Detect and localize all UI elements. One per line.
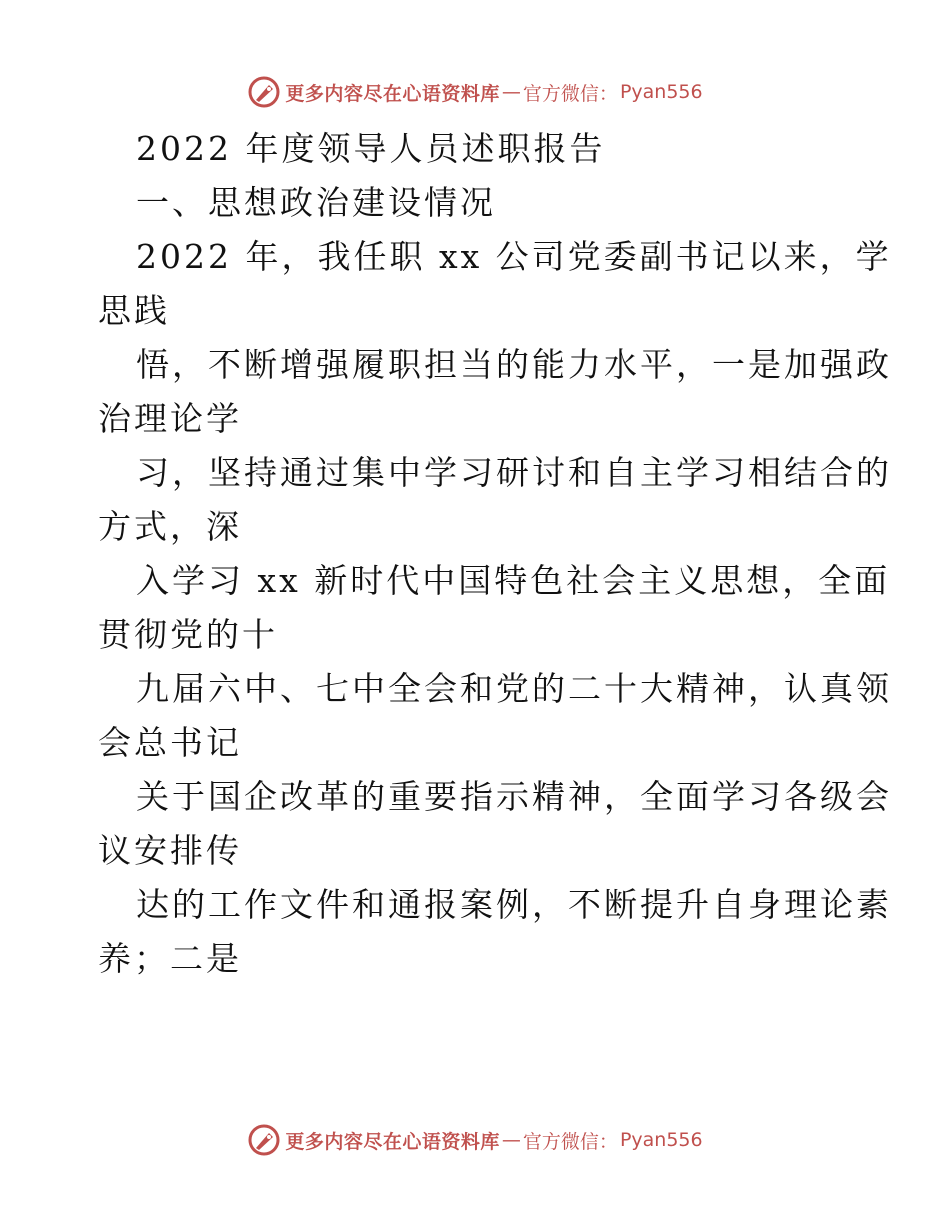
pen-nib-logo-icon bbox=[247, 1123, 281, 1157]
watermark-sub-text: 官方微信： bbox=[522, 1130, 618, 1153]
body-line: 贯彻党的十 bbox=[98, 615, 278, 654]
body-line: 2022 年，我任职 xx 公司党委副书记以来，学 bbox=[136, 237, 892, 276]
body-line: 思践 bbox=[98, 291, 170, 330]
section-heading: 一、思想政治建设情况 bbox=[136, 183, 496, 222]
body-line: 入学习 xx 新时代中国特色社会主义思想，全面 bbox=[136, 561, 891, 600]
header-watermark bbox=[0, 72, 950, 112]
body-line: 悟，不断增强履职担当的能力水平，一是加强政 bbox=[136, 345, 892, 384]
body-line: 习，坚持通过集中学习研讨和自主学习相结合的 bbox=[136, 453, 892, 492]
watermark-dash: — bbox=[501, 1129, 521, 1151]
watermark-wechat-id: Pyan556 bbox=[619, 1129, 703, 1151]
body-line: 会总书记 bbox=[98, 723, 242, 762]
body-line: 九届六中、七中全会和党的二十大精神，认真领 bbox=[136, 669, 892, 708]
footer-watermark bbox=[0, 1120, 950, 1160]
body-line: 养；二是 bbox=[98, 939, 242, 978]
body-line: 治理论学 bbox=[98, 399, 242, 438]
pen-nib-logo-icon bbox=[247, 75, 281, 109]
watermark-main-text: 更多内容尽在心语资料库 bbox=[285, 82, 500, 105]
watermark-sub-text: 官方微信： bbox=[522, 82, 618, 105]
body-line: 达的工作文件和通报案例，不断提升自身理论素 bbox=[136, 885, 892, 924]
watermark-wechat-id: Pyan556 bbox=[619, 81, 703, 103]
document-body bbox=[98, 122, 892, 986]
watermark-dash: — bbox=[501, 81, 521, 103]
body-line: 方式，深 bbox=[98, 507, 242, 546]
document-title: 2022 年度领导人员述职报告 bbox=[136, 129, 606, 168]
body-line: 关于国企改革的重要指示精神，全面学习各级会 bbox=[136, 777, 892, 816]
body-line: 议安排传 bbox=[98, 831, 242, 870]
watermark-main-text: 更多内容尽在心语资料库 bbox=[285, 1130, 500, 1153]
